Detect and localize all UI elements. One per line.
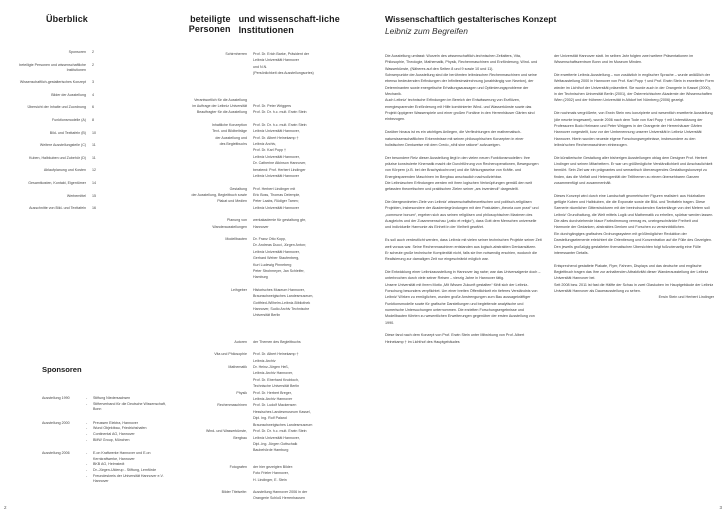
name-line: Leibniz Universität Hannover, [253,129,300,134]
name-line: Peter Laabs, Rüdiger Tamm; [253,199,299,204]
toc-item[interactable] [2,168,100,173]
name-line: Braunschweigisches Landesmuseum, [253,294,314,299]
name-line: Leibniz-Archiv Hannover, [253,371,293,376]
sponsor-item: - Preussen Elektra, Hannover [86,421,167,427]
toc-item-label: Bild- und Texttafeln (B) [49,130,86,135]
paragraph: Darüber hinaus ist es ein wichtiges Anliegen, die Verflechtungen der mathematisch-naturwissenschaftlichen Erkenntnisse mit seinen philosophischen Konzepten in einer holistischen Denkweise mit dem Credo „nihil sine ratione“ aufzuzeigen. [385,130,524,147]
person-row [145,428,360,454]
paragraph: Dieses Konzept wird durch eine Landschaft geometrischer Figuren realisiert: aus Holzbalken gefügte Kuben und Halbkuben, die die Exponate sowie die Bild- und Texttafeln tragen. Diese Szenerie räumlicher Gitterstrukturen mit der beeindruckenden Kantenlänge von drei Metern soll Leibniz' Grundhaltung, die Welt mittels Logik und Mathematik zu erhellen, spürbar werden lassen. [554,193,714,217]
role-line: Beauftragter für die Ausstellung [196,110,247,115]
person-row [145,122,360,180]
paragraph: Ein durchgängiges grafisches Ordnungssystem mit größtmöglicher Reduktion der Darstellungselemente erleichtert die Orientierung und Konzentration auf die Fülle des Gezeigten. [554,231,713,243]
toc-item[interactable] [2,156,100,161]
name-line: Braunschweigisches Landesmuseum [253,422,313,427]
person-row [145,51,360,77]
toc-item-page: 12 [92,168,96,173]
person-role [145,390,253,403]
paragraph: Unsere Universität mit ihrem Motto „Mit Wissen Zukunft gestalten“ fühlt sich der Leibniz-Forschung besonders verpflichtet. Um einer breiten Öffentlichkeit ein tieferes Verständnis von Leibniz' Wirken zu ermöglichen, wurden große Anstrengungen zum Bau aussagekräftiger Funktionsmodelle sowie für grafische Darstellungen und begleitende analytische und numerische Untersuchungen unternommen. Die erzielten Forschungsergebnisse und Modellbauten führten zu wesentlichen Erweiterungen gegenüber der ersten Ausstellung von 1990. [385,282,538,325]
toc-item-label: Bilder der Ausstellung [51,92,86,97]
page-number-right: 3 [719,505,722,510]
person-role [145,97,253,116]
person-row [145,287,360,319]
toc-item-page: 8 [92,117,94,122]
role-line: Physik [236,390,247,395]
sponsor-item: - BMW Group, München [86,438,167,444]
toc-item-label: Wissenschaftlich-gestalterisches Konzept [19,80,86,85]
role-line: Fotografen [229,464,247,469]
toc-item-label: Ausschnitte von Bild- und Texttafeln [29,206,86,211]
toc-item-page: 2 [92,62,94,67]
name-line: Ausstellung Hannover 2006 in der [253,489,308,494]
person-names [253,464,360,483]
role-line: im Auftrage der Leibniz Universität [192,104,247,109]
sponsor-item: - Wund Objektbau, Friedrichshafen [86,426,167,432]
sponsor-year: Ausstellung 2006 [42,451,70,456]
name-line: Universität Berlin [253,313,281,318]
toc-item-label: Übersicht der Inhalte und Zuordnung [27,105,86,110]
name-line: Leibniz-Archiv [253,358,276,363]
concept-title: Wissenschaftlich gestalterisches Konzept [385,14,557,24]
person-names [253,122,360,180]
role-line: Wind- und Wasserkünste, [205,429,247,434]
person-role [145,186,253,212]
toc-item[interactable] [2,143,100,148]
paragraph: Auch Leibniz' technische Erfindungen im Bereich der Entwässerung von Erzflözen, energiesparender Erzförderung mit Hilfe kombinierter Wind- und Wasserkünste sowie das Projekt üppigerer Wasserspiele und einer großen Fontäne in den Herrenhäuser Gärten sind einbezogen. [385,98,535,122]
name-line: H. Lindinger, E. Stein [253,477,287,482]
toc-item[interactable] [2,105,100,110]
toc-item-page: 11 [92,155,96,160]
paragraph: Es soll auch verdeutlicht werden, dass Leibniz mit vielen seiner technischen Projekte seiner Zeit weit voraus war. Seine Rechenmaschinen entstanden aus logisch-abstrakten Denkansätzen. [385,238,542,249]
sponsor-item: - Stiftung Niedersachsen [86,396,167,402]
paragraph: Entsprechend gestaltete Plakate, Flyer, Fahnen, Displays und das deutsche und englische Begleitbuch tragen das Ihre zur anhaltenden Attraktivität dieser Wanderausstellung der Leibniz Universität Hannover bei. [554,263,709,281]
person-row [145,217,360,230]
name-line: Prof. Dr. Erich Barke, Präsident der [253,52,310,56]
name-line: Prof. Dr. Herbert Breger, [253,390,292,395]
name-line: beratend: Prof. Herbert Lindinger [253,167,306,172]
toc-item-label: Gesamtkosten, Kontakt, Eigentümer [28,180,86,185]
toc-item-page: 6 [92,105,94,110]
person-role [145,351,253,364]
role-line: Verantwortlich für die Ausstellung [194,97,247,102]
page-number-left: 2 [4,505,7,510]
persons-title [177,14,357,36]
toc-item-label: Weitere Ausstellungsteile (C) [39,143,86,148]
name-line: Prof. Dr. Karl Popp † [253,148,286,153]
paragraph: der Universität Hannover statt. Im selben Jahr folgten zwei weitere Präsentationen im Wissenschaftszentrum Bonn und im Museum Minden. [554,54,694,65]
paragraph: Der besondere Reiz dieser Ausstellung liegt in den vielen neuen Funktionsmodellen: Ihre präzise konstruierte Kinematik macht die Durchführung von Rechenoperationen, Bewegungen von Körpern (z.B. bei der Brachystochrone) und die Wirkungsweise von Kräfte- und Energiesparenden Maschinen im Bergbau anschaulich nachvollziehbar. [385,155,539,179]
person-names [253,236,360,281]
spacer [145,77,360,97]
person-names [253,402,360,428]
name-line: Prof. Dr. Dr. h.c. mult. Erwin Stein [253,122,307,127]
person-names [253,217,360,230]
name-line: Dr. Heinz-Jürgen Heß, [253,365,289,370]
person-role [145,51,253,77]
name-line: Kurt Ludewig Pinneberg [253,262,292,267]
sponsor-item: - Dr.-Jürgen-Ulderup - Stiftung, Lemförde [86,468,167,474]
toc-item-page: 4 [92,92,94,97]
name-line: Leibniz Archiv, [253,142,276,147]
name-line: Gottfried-Wilhelm-Leibniz-Bibliothek [253,300,311,305]
name-line: Prof. Herbert Lindinger mit [253,186,296,191]
toc-item[interactable] [2,206,100,211]
toc-item-label: Kuben, Halbkuben und Zubehör (D) [29,155,86,160]
role-line: Bilder Titelseite: [221,489,247,494]
role-line: Leihgeber [231,287,247,292]
role-line: des Begleitbuchs [219,142,247,147]
name-line: Leibniz Universität Hannover [253,205,299,210]
person-names [253,489,360,502]
person-role [145,122,253,180]
person-role [145,339,253,345]
toc-item-page: 14 [92,180,96,185]
name-line: werkakademie für gestaltung gbr, [253,218,306,223]
name-line: Historisches Museum Hannover, [253,287,305,292]
paragraph: Schwerpunkte der Ausstellung sind die berühmten leibnizschen Rechenmaschinen und seine ebenso bedeutenden Erfindungen der Infinitesimalrechnung (unabhängig von Newton), der Determinanten sowie energetische Erhaltungsaussagen und Optimierungsprobleme der Mechanik. [385,73,537,97]
paragraph: Die künstlerische Gestaltung aller bisherigen Ausstellungen oblag dem Designer Prof. Herbert Lindinger und seinen Mitarbeitern. Er war um größtmögliche Verständlichkeit und Anschaulichkeit bemüht. Sein Ziel war ein prägnantes und semantisch überzeugendes Gestaltungskonzept zu finden, das die Vielfalt und Heterogenität der Teilthemen zu einem übersehbaren Ganzen zusammenfügt und zusammenhält. [554,155,713,186]
paragraph: Die Leibnizschen Erfindungen werden mit ihren logischen Verknüpfungen gemäß den weit gefassten theoretischen und praktischen Zielen seiner „ars inveniendi“ dargestellt. [385,180,532,192]
persons-title-left: beteiligte Personen [188,14,231,34]
person-row [145,97,360,116]
person-row [145,236,360,281]
toc-item[interactable] [2,50,100,55]
toc-item-label: Sponsoren [68,50,86,54]
person-names [253,364,360,390]
name-line: Hamburg [253,275,268,280]
paragraph: Die Entwicklung einer Leibnizausstellung in Hannover lag nahe; war das Universalgenie doch – unterbrochen durch viele seiner Reisen – vierzig Jahre in Hannover tätig. [385,269,541,281]
name-line: Leibniz Universität Hannover, [253,154,300,159]
sponsors-title: Sponsoren [42,365,82,374]
name-line: Leibniz Universität Hannover [253,174,299,179]
role-line: Modellbauten [225,236,247,241]
name-line: Technische Universität Berlin [253,384,300,389]
name-line: Prof. Dr. Peter Wriggers [253,104,292,109]
name-line: Orangerie Schloß Herrenhausen [253,496,305,501]
signature: Erwin Stein und Herbert Lindinger [658,295,714,300]
sponsor-item: - BKB AG, Helmstedt [86,462,167,468]
toc-item-page: 10 [92,130,96,135]
person-role [145,402,253,428]
name-line: Leibniz Universität Hannover, [253,249,300,254]
paragraph: Die Ausstellung umfasst: Wurzeln des wissenschaftlich-technischen Zeitalters, Vita, Philosophie, Theologie, Mathematik, Physik, Rechenmaschinen und Erzförderung, Wind- und Wasserkünste, (Näheres auf den Seiten 8 und 9 sowie 10 und 11). [385,54,538,71]
person-row [145,339,360,345]
name-line: Prof. Dr. Albert Heinekamp † [253,352,299,357]
role-line: Inhaltliche Konzeption [211,122,247,127]
toc-item[interactable] [2,80,100,85]
toc-item-page: 11 [92,143,96,148]
paragraph: Diese fand nach dem Konzept von Prof. Erwin Stein unter Mitwirkung von Prof. Albert Heinekamp † im Lichthof des Hauptgebäudes [385,333,525,344]
toc-item-page: 2 [92,50,94,54]
role-line: Plakat und Medien [217,199,247,204]
toc-item[interactable] [2,118,100,123]
paragraph: Den jeweils großzügig gestalteten thematischen Übersichten folgt fußnotenartig eine Fülle interessanter Details. [554,244,701,255]
person-row [145,364,360,390]
paragraph: Die alles durchziehende blaue Farbstimmung vermag es, uneingeschränkte Freiheit und Harmonie der Gedanken, abstraktes Denken und Forschen zu versinnbildlichen. [554,219,698,230]
role-line: der Ausstellung, Begleitbuch sowie [191,192,247,197]
name-line: Gerhard Weber Staufenberg, [253,256,300,261]
toc-title: Überblick [46,14,88,24]
toc-item-label: Werbemittel [66,193,86,198]
name-line: Dr. Andreas Ducci, Jürgen Anton; [253,243,306,248]
person-role [145,428,253,454]
person-role [145,217,253,230]
sponsor-item: - E.on Kraftwerke Hannover und E.on Kernkraftwerke, Hannover [86,451,167,462]
sponsor-year: Ausstellung 2000 [42,420,70,425]
toc-item-page: 3 [92,80,94,85]
person-names [253,339,360,345]
name-line: und N.N. [253,64,268,69]
toc-item-label: beteiligte Personen und wissenschaftliche Institutionen [19,62,86,72]
person-role [145,464,253,483]
sponsor-item: - Continental AG, Hannover [86,432,167,438]
concept-subtitle: Leibniz zum Begreifen [385,26,468,36]
sponsor-item: - Stifterverband für die Deutsche Wissenschaft, Bonn [86,402,167,413]
toc-item[interactable] [2,131,100,136]
person-names [253,186,360,212]
name-line: Prof. Dr. Albert Heinekamp † [253,135,299,140]
toc-item[interactable] [2,93,100,98]
persons-title-right: und wissenschaft-liche Institutionen [238,14,340,35]
paragraph: Die erweiterte Leibniz-Ausstellung – nun zusätzlich in englischer Sprache – wurde anläßlich der Weltausstellung 2000 in Hannover von Prof. Karl Popp † und Prof. Erwin Stein in erweiterter Form wieder im Lichthof der Universität präsentiert. Sie wurde auch in der Orangerie in Kassel (2000), in der Technischen Universität Berlin (2001), der Österreichischen Akademie der Wissenschaften Wien (2002) und der früheren Universität in Altdorf bei Nürnberg (2006) gezeigt. [554,73,714,103]
sponsor-year: Ausstellung 1990 [42,396,70,400]
person-role [145,236,253,281]
name-line: Prof. Dr. Dr. h.c. mult. Erwin Stein [253,110,307,115]
name-line: Dr. Catherine Atkinson Hannover, [253,161,307,166]
person-role [145,364,253,390]
person-names [253,97,360,116]
spacer [145,319,360,339]
toc-item[interactable] [2,194,100,199]
name-line: Dipl. Ing. Rolf Paland [253,416,287,421]
person-row [145,464,360,483]
role-line: Wanderausstellungen [212,224,247,229]
role-line: Text- und Bildbeiträge [212,129,247,134]
paragraph: Seit 2008 bzw. 2011 ist fast die Hälfte der Schau in zwei Glaskuben im Hauptgebäude der Leibniz Universität Hannover als Dauerausstellung zu sehen. [554,282,714,293]
toc-item[interactable] [2,181,100,186]
right-page [363,0,726,520]
person-row [145,489,360,502]
table-of-contents [2,50,100,219]
persons-list [145,51,360,502]
text-column-a [385,53,542,345]
person-names [253,51,360,77]
person-names [253,287,360,319]
name-line: Eric Boss, Thomas Delemple, [253,192,301,197]
toc-item-label: Funktionsmodelle (A) [52,117,86,122]
person-row [145,186,360,212]
role-line: Vita und Philosophie [214,352,247,357]
name-line: Hannover [253,224,269,229]
name-line: Leibniz Universität Hannover [253,58,299,63]
name-line: Baubehörde Hamburg [253,448,289,453]
sponsor-item: - Freundeskreis der Universität Hannover e.V. Hannover [86,474,167,485]
role-line: Gestaltung [229,186,247,191]
person-row [145,390,360,403]
name-line: Leibniz Universität Hannover, [253,435,300,440]
person-role [145,287,253,319]
name-line: der Themen des Begleitbuchs [253,339,301,344]
text-column-b [554,53,714,307]
person-row [145,351,360,364]
spacer [145,454,360,464]
toc-item-label: Ablaufplanung und Kosten [43,168,86,173]
person-names [253,351,360,364]
name-line: Foto Frieler Hannover, [253,471,289,476]
name-line: Hessisches Landesmuseum Kassel, [253,409,311,414]
name-line: Prof. Dr. Dr. h.c. mult. Erwin Stein [253,429,307,434]
name-line: Dr. Franz Otto Kopp, [253,236,286,241]
toc-item-page: 15 [92,193,96,198]
name-line: Prof. Dr. Eberhard Knobloch, [253,377,299,382]
role-line: Bergbau [233,435,247,440]
person-names [253,390,360,403]
paragraph: Die übergeordneten Ziele von Leibniz' wissenschaftstheoretischen und politisch-religiösen Projekten, insbesondere der Akademiegründungen mit den Postulaten „theoria cum praxi“ und „commune bonum“, ergeben sich aus seinen religiösen und philosophischen Maximen des Ausgleichs und der Zusammenschau („ratio et religio“), dass Gott dem Menschen universelle und individuelle Harmonie als Einheit in der Vielheit gewährt. [385,200,539,230]
paragraph: Die nochmals vergrößerte, von Erwin Stein neu konzipierte und wesentlich erweiterte Ausstellung (die neunte insgesamt), wurde 2006 nach dem Tode von Karl Popp † mit Unterstützung der Professoren Bodo Heimann und Peter Wriggers in der Orangerie der Herrenhäuser Gärten Hannover vorgestellt, kurz vor der Umbenennung unserer Universität in Leibniz Universität Hannover. Hierin wurden neueste eigene Forschungsergebnisse, insbesondere zu den leibniz'schen Rechenmaschinen einbezogen. [554,111,713,147]
role-line: Mathematik [228,365,247,370]
paragraph: Er scheute große technische Komplexität nicht, falls sie ihm notwendig erschien, wodurch die Realisierung zur damaligen Zeit nur eingeschränkt möglich war. [385,250,538,262]
person-role [145,489,253,502]
toc-item-page: 16 [92,206,96,211]
name-line: Prof. Dr. Ludolf Mackensen [253,403,297,408]
role-line: Planung von [227,218,247,223]
name-line: Peter Strohmeyer, Jan Schleifer, [253,268,305,273]
toc-item[interactable] [2,63,100,73]
person-row [145,402,360,428]
person-names [253,428,360,454]
name-line: Leibniz-Archiv Hannover [253,397,293,402]
name-line: (Persönlichkeit des Ausstellungsortes) [253,71,314,76]
role-line: Rechenmaschinen [217,403,247,408]
name-line: Hannover, Sudio Archiv Technische [253,307,310,311]
role-line: der Ausstellung und [215,135,247,140]
name-line: Dipl.-Ing. Jürgen Gottschalk [253,441,298,446]
name-line: der hier gezeigten Bilder: [253,464,293,469]
role-line: Autoren [234,339,247,344]
role-line: Schirmherren [225,52,247,56]
